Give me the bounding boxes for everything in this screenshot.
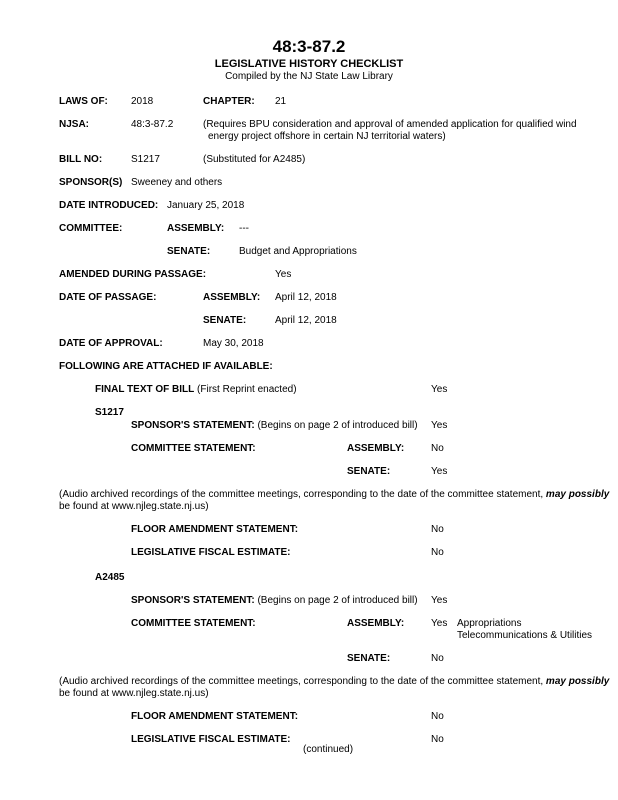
committee-senate-label: SENATE: [167, 246, 211, 257]
s1217-sponsor-label: SPONSOR'S STATEMENT: [131, 420, 255, 431]
njsa-label: NJSA: [59, 119, 90, 130]
njsa-description-line2: energy project offshore in certain NJ territorial waters) [208, 131, 446, 142]
a2485-sponsor-label: SPONSOR'S STATEMENT: [131, 595, 255, 606]
njsa-description-line1: (Requires BPU consideration and approval of amended application for qualified wind [203, 119, 577, 130]
a2485-fiscal-value: No [431, 734, 444, 745]
committee-assembly-label: ASSEMBLY: [167, 223, 225, 234]
passage-senate-label: SENATE: [203, 315, 247, 326]
a2485-floor-label: FLOOR AMENDMENT STATEMENT: [131, 711, 299, 722]
document-title: LEGISLATIVE HISTORY CHECKLIST [214, 58, 404, 70]
a2485-assembly-committee-2: Telecommunications & Utilities [457, 630, 593, 641]
s1217-assembly-value: No [431, 443, 444, 454]
s1217-sponsor-value: Yes [431, 420, 448, 431]
a2485-senate-label: SENATE: [347, 653, 391, 664]
bill-no-label: BILL NO: [59, 154, 103, 165]
passage-assembly-value: April 12, 2018 [275, 292, 337, 303]
a2485-fiscal-label: LEGISLATIVE FISCAL ESTIMATE: [131, 734, 291, 745]
approval-label: DATE OF APPROVAL: [59, 338, 163, 349]
approval-value: May 30, 2018 [203, 338, 264, 349]
passage-label: DATE OF PASSAGE: [59, 292, 157, 303]
audio-note-line1 [59, 489, 609, 501]
laws-of-value: 2018 [131, 96, 154, 107]
s1217-heading: S1217 [95, 407, 124, 418]
a2485-senate-value: No [431, 653, 444, 664]
document-subtitle: Compiled by the NJ State Law Library [225, 71, 393, 82]
bill-no-note: (Substituted for A2485) [203, 154, 306, 165]
amended-value: Yes [275, 269, 292, 280]
s1217-assembly-label: ASSEMBLY: [347, 443, 405, 454]
committee-assembly-value: --- [239, 223, 249, 234]
laws-of-label: LAWS OF: [59, 96, 108, 107]
final-text-row [95, 384, 297, 396]
njsa-value: 48:3-87.2 [131, 119, 174, 130]
document-number: 48:3-87.2 [272, 37, 346, 56]
s1217-committee-label: COMMITTEE STATEMENT: [131, 443, 256, 454]
chapter-value: 21 [275, 96, 287, 107]
bill-no-value: S1217 [131, 154, 160, 165]
committee-senate-value: Budget and Appropriations [239, 246, 357, 257]
final-text-label: FINAL TEXT OF BILL [95, 384, 195, 395]
continued-note: (continued) [303, 744, 354, 755]
s1217-floor-label: FLOOR AMENDMENT STATEMENT: [131, 524, 299, 535]
a2485-assembly-value: Yes [431, 618, 448, 629]
a2485-assembly-committee-1: Appropriations [457, 618, 522, 629]
a2485-assembly-label: ASSEMBLY: [347, 618, 405, 629]
audio-note-2-line1 [59, 676, 609, 688]
audio-note-line2: be found at www.njleg.state.nj.us) [59, 501, 209, 512]
s1217-sponsor-row [131, 420, 418, 432]
audio-note-2-emphasis: may possibly [545, 676, 610, 687]
date-introduced-value: January 25, 2018 [167, 200, 245, 211]
final-text-value: Yes [431, 384, 448, 395]
date-introduced-label: DATE INTRODUCED: [59, 200, 159, 211]
audio-note-emphasis: may possibly [545, 489, 610, 500]
s1217-senate-value: Yes [431, 466, 448, 477]
a2485-sponsor-note: (Begins on page 2 of introduced bill) [257, 595, 418, 606]
passage-assembly-label: ASSEMBLY: [203, 292, 261, 303]
s1217-floor-value: No [431, 524, 444, 535]
sponsors-value: Sweeney and others [131, 177, 223, 188]
audio-note-text: (Audio archived recordings of the committee meetings, corresponding to the date of the committee statement, [59, 489, 546, 500]
chapter-label: CHAPTER: [203, 96, 255, 107]
audio-note-2-text: (Audio archived recordings of the committee meetings, corresponding to the date of the committee statement, [59, 676, 546, 687]
audio-note-2-line2: be found at www.njleg.state.nj.us) [59, 688, 209, 699]
passage-senate-value: April 12, 2018 [275, 315, 337, 326]
a2485-sponsor-value: Yes [431, 595, 448, 606]
s1217-sponsor-note: (Begins on page 2 of introduced bill) [257, 420, 418, 431]
s1217-fiscal-label: LEGISLATIVE FISCAL ESTIMATE: [131, 547, 291, 558]
final-text-note: (First Reprint enacted) [197, 384, 297, 395]
sponsors-label: SPONSOR(S) [59, 177, 123, 188]
a2485-heading: A2485 [95, 572, 125, 583]
amended-label: AMENDED DURING PASSAGE: [59, 269, 207, 280]
committee-label: COMMITTEE: [59, 223, 123, 234]
attached-heading: FOLLOWING ARE ATTACHED IF AVAILABLE: [59, 361, 273, 372]
a2485-committee-label: COMMITTEE STATEMENT: [131, 618, 256, 629]
s1217-senate-label: SENATE: [347, 466, 391, 477]
a2485-sponsor-row [131, 595, 418, 607]
s1217-fiscal-value: No [431, 547, 444, 558]
a2485-floor-value: No [431, 711, 444, 722]
